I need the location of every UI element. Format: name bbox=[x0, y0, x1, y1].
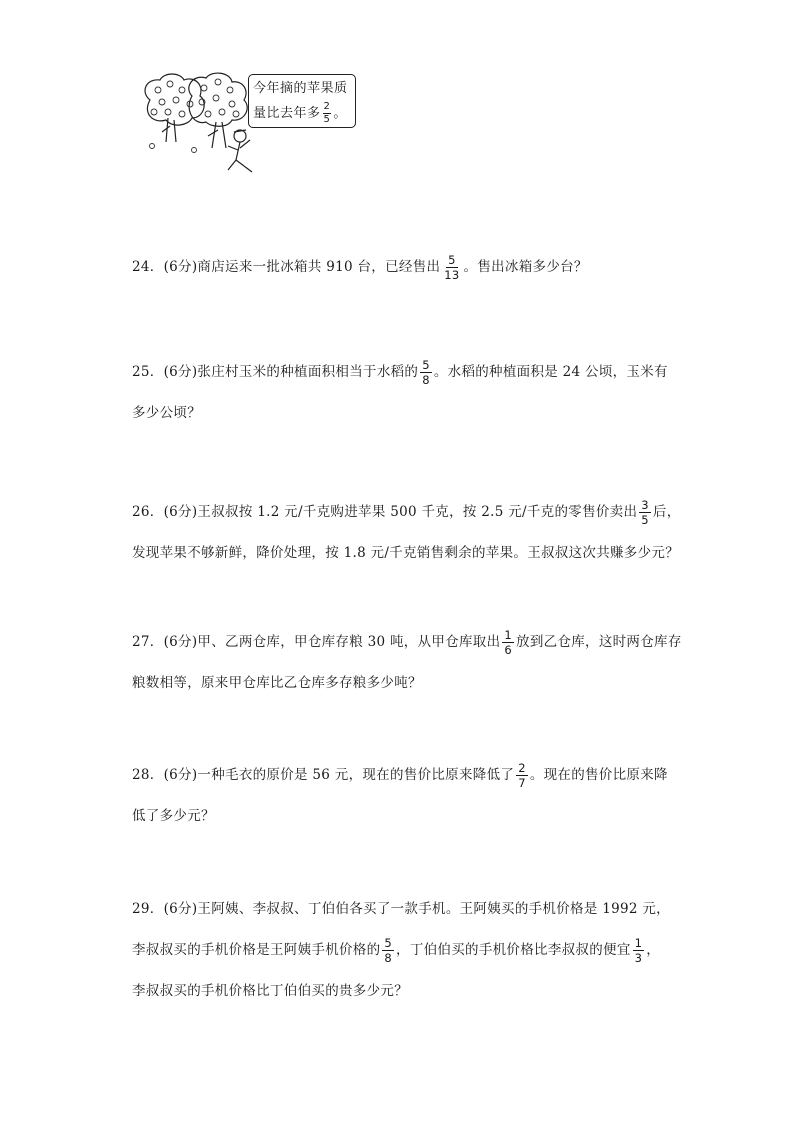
question-text: 后， bbox=[652, 504, 681, 520]
question-line bbox=[132, 495, 681, 529]
fraction bbox=[639, 499, 651, 526]
question-number: 27． bbox=[132, 634, 164, 650]
fraction bbox=[420, 359, 432, 386]
fraction-denominator: 8 bbox=[422, 372, 430, 387]
fraction bbox=[323, 101, 332, 126]
question-number: 25． bbox=[132, 364, 164, 380]
fraction-numerator: 2 bbox=[518, 760, 526, 775]
question-line: 发现苹果不够新鲜，降价处理，按 1.8 元/千克销售剩余的苹果。王叔叔这次共赚多少元？ bbox=[132, 545, 679, 561]
speech-bubble-line2 bbox=[253, 101, 351, 126]
question-number: 24． bbox=[132, 259, 164, 275]
question-score: (6分) bbox=[163, 634, 198, 650]
question-text: 。水稻的种植面积是 24 公顷，玉米有 bbox=[433, 364, 668, 380]
fraction-denominator: 5 bbox=[641, 512, 649, 527]
question-line: 粮数相等，原来甲仓库比乙仓库多存粮多少吨？ bbox=[132, 675, 422, 691]
question-text: ， bbox=[646, 942, 661, 958]
question-score: (6分) bbox=[163, 259, 198, 275]
fraction bbox=[382, 937, 394, 964]
question-number: 26． bbox=[132, 504, 164, 520]
question-text: 。售出冰箱多少台？ bbox=[463, 259, 588, 275]
speech-bubble-text: 。 bbox=[333, 106, 347, 121]
question-text: 王叔叔按 1.2 元/千克购进苹果 500 千克，按 2.5 元/千克的零售价卖出 bbox=[197, 504, 638, 520]
fraction-denominator: 5 bbox=[323, 114, 331, 125]
fraction-denominator: 6 bbox=[504, 642, 513, 657]
fraction bbox=[502, 629, 514, 656]
question-text: 。现在的售价比原来降 bbox=[529, 767, 668, 783]
fraction-numerator: 3 bbox=[641, 497, 649, 512]
question-text: 张庄村玉米的种植面积相当于水稻的 bbox=[197, 364, 419, 380]
question-line bbox=[132, 250, 672, 284]
fraction-numerator: 5 bbox=[422, 357, 430, 372]
question-line bbox=[132, 758, 672, 792]
question-line: 李叔叔买的手机价格比丁伯伯买的贵多少元？ bbox=[132, 983, 408, 999]
question-text: 商店运来一批冰箱共 910 台，已经售出 bbox=[197, 259, 441, 275]
question-25 bbox=[132, 355, 672, 430]
fraction-numerator: 5 bbox=[384, 935, 393, 950]
fraction-denominator: 8 bbox=[384, 950, 393, 965]
question-text: 一种毛衣的原价是 56 元，现在的售价比原来降低了 bbox=[197, 767, 515, 783]
question-text: 放到乙仓库，这时两仓库存 bbox=[516, 634, 682, 650]
question-text: 甲、乙两仓库，甲仓库存粮 30 吨，从甲仓库取出 bbox=[197, 634, 501, 650]
fraction-denominator: 7 bbox=[518, 775, 526, 790]
question-24 bbox=[132, 250, 672, 284]
question-score: (6分) bbox=[163, 364, 198, 380]
question-28 bbox=[132, 758, 672, 833]
fraction-denominator: 13 bbox=[444, 267, 460, 282]
question-number: 29． bbox=[132, 901, 164, 917]
fraction-numerator: 1 bbox=[504, 627, 513, 642]
question-line bbox=[132, 355, 672, 389]
question-27 bbox=[132, 625, 682, 700]
question-score: (6分) bbox=[163, 504, 198, 520]
fraction bbox=[516, 762, 528, 789]
question-text: 李叔叔买的手机价格是王阿姨手机价格的 bbox=[132, 942, 381, 958]
fraction-numerator: 2 bbox=[323, 101, 331, 112]
question-text: 王阿姨、李叔叔、丁伯伯各买了一款手机。王阿姨买的手机价格是 1992 元， bbox=[197, 901, 670, 917]
question-line bbox=[132, 892, 672, 926]
question-score: (6分) bbox=[163, 901, 198, 917]
fraction-denominator: 3 bbox=[634, 950, 643, 965]
question-line bbox=[132, 933, 672, 967]
speech-bubble bbox=[248, 74, 356, 128]
question-29 bbox=[132, 892, 672, 1008]
question-line: 低了多少元？ bbox=[132, 808, 215, 824]
question-score: (6分) bbox=[163, 767, 198, 783]
question-line bbox=[132, 625, 682, 659]
question-text: ，丁伯伯买的手机价格比李叔叔的便宜 bbox=[396, 942, 631, 958]
fraction-numerator: 5 bbox=[448, 252, 456, 267]
fraction-numerator: 1 bbox=[634, 935, 643, 950]
question-line: 多少公顷？ bbox=[132, 405, 201, 421]
speech-bubble-text: 量比去年多 bbox=[253, 106, 321, 121]
question-number: 28． bbox=[132, 767, 164, 783]
fraction bbox=[442, 254, 461, 281]
fraction bbox=[633, 937, 645, 964]
speech-bubble-line1: 今年摘的苹果质 bbox=[253, 81, 348, 96]
question-26 bbox=[132, 495, 681, 570]
